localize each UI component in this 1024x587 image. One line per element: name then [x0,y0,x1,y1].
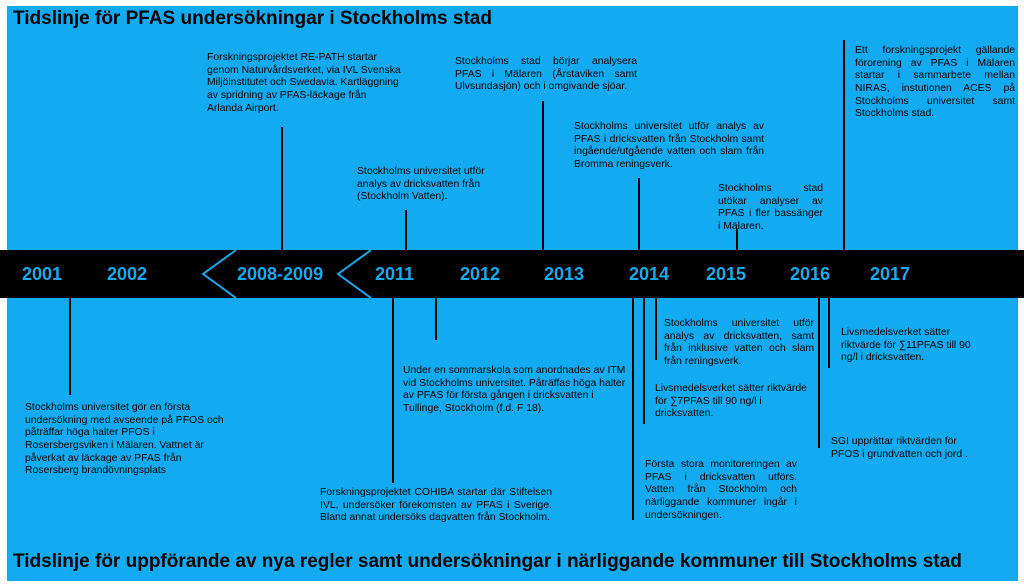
event-bottom-7pfas: Livsmedelsverket sätter riktvärde för ∑7PFAS till 90 ng/l i dricksvatten. [655,383,807,420]
year-2017: 2017 [870,264,911,284]
event-bottom-rosersberg: Stockholms universitet gör en första undersökning med avseende på PFOS och påträffar höga halter PFOS i Rosersbergsviken i Mälaren. Vattnet är påverkat av läckage av PFAS från Rosersberg brandövningsplats [25,402,224,477]
stem-bottom-cohiba [392,298,394,483]
stem-bottom-sgi [818,298,820,448]
event-bottom-sgi: SGI upprättar riktvärden för PFOS i grundvatten och jord . [831,436,968,460]
event-bottom-su-reningsverk: Stockholms universitet utför analys av dricksvatten, samt från inklusive vatten och slam från reningsverk. [664,318,814,368]
bottom-title: Tidslinje för uppförande av nya regler samt undersökningar i närliggande kommuner till Stockholms stad [13,551,962,572]
stem-bottom-su-reningsverk [655,298,657,360]
year-2011: 2011 [375,264,415,284]
year-2013: 2013 [544,264,585,284]
year-2015: 2015 [706,264,747,284]
event-top-bromma: Stockholms universitet utför analys av PFAS i dricksvatten från Stockholm samt ingående/utgående vatten och slam från Bromma reningsverk. [574,121,764,171]
year-2014: 2014 [629,264,670,284]
year-2002: 2002 [107,264,148,284]
stem-bottom-7pfas [643,298,645,424]
event-bottom-tullinge: Under en sommarskola som anordnades av ITM vid Stockholms universitet. Påträffas höga halter av PFAS för första gången i dricksvatten i Tullinge, Stockholm (f.d. F 18). [403,365,626,415]
event-top-niras: Ett forskningsprojekt gällande förorening av PFAS i Mälaren startar i sammarbete mellan NIRAS, instutionen ACES på Stockholms universitet samt Stockholms stad. [855,45,1015,120]
year-2012: 2012 [460,264,501,284]
year-2016: 2016 [790,264,831,284]
top-title: Tidslinje för PFAS undersökningar i Stockholms stad [13,8,492,29]
event-top-bassanger: Stockholms stad utökar analyser av PFAS i fler bassänger i Mälaren. [718,183,823,233]
break-chevron-right [338,250,371,298]
event-top-repath: Forskningsprojektet RE-PATH startar genom Naturvårdsverket, via IVL Svenska Miljöinstitutet och Swedavia. Kartläggning av spridning av PFAS-läckage från Arlanda Airport. [207,52,401,114]
stem-bottom-rosersberg [69,298,71,395]
stem-bottom-tullinge [435,298,437,340]
stem-top-repath [281,127,283,250]
stem-top-niras [843,40,845,250]
stem-bottom-11pfas [828,298,830,368]
year-2008-2009: 2008-2009 [237,264,324,284]
break-chevron-left [203,250,236,298]
stem-bottom-monitorering [632,298,634,520]
stem-top-malaren [542,101,544,250]
event-bottom-monitorering: Första stora monitoreringen av PFAS i dricksvatten utförs. Vatten från Stockholm och närliggande kommuner ingår i undersökningen. [645,459,797,521]
event-bottom-cohiba: Forskningsprojektet COHIBA startar där Stiftelsen IVL, undersöker förekomsten av PFAS i Sverige. Bland annat undersöks dagvatten från Stockholm. [320,487,552,524]
event-bottom-11pfas: Livsmedelsverket sätter riktvärde för ∑11PFAS till 90 ng/l i dricksvatten. [841,327,971,364]
year-2001: 2001 [22,264,63,284]
stem-top-su-dricksvatten [405,210,407,250]
event-top-su-dricksvatten: Stockholms universitet utför analys av dricksvatten från (Stockholm Vatten). [357,166,485,203]
event-top-malaren: Stockholms stad börjar analysera PFAS i Mälaren (Årstaviken samt Ulvsundasjön) och i omgivande sjöar. [455,56,637,93]
stem-top-bromma [638,178,640,250]
